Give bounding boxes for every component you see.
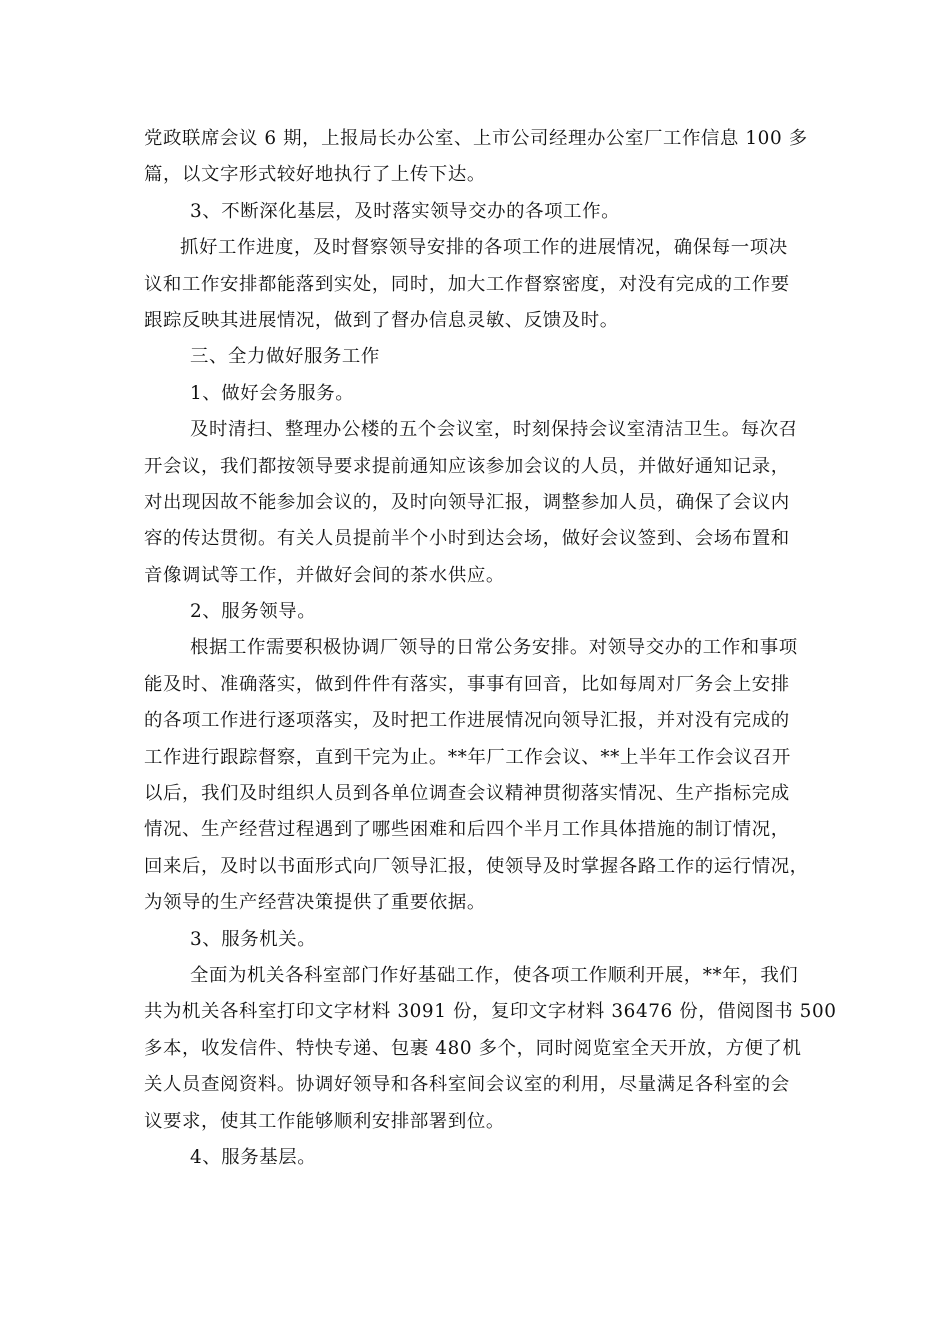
section-heading: 4、服务基层。: [190, 1146, 317, 1168]
text-line: 容的传达贯彻。有关人员提前半个小时到达会场，做好会议签到、会场布置和: [144, 528, 790, 550]
paragraph-first-line: 全面为机关各科室部门作好基础工作，使各项工作顺利开展，**年，我们: [190, 964, 799, 986]
paragraph-first-line: 及时清扫、整理办公楼的五个会议室，时刻保持会议室清洁卫生。每次召: [190, 419, 798, 441]
text-line: 党政联席会议 6 期，上报局长办公室、上市公司经理办公室厂工作信息 100 多: [144, 128, 808, 149]
paragraph-first-line: 根据工作需要积极协调厂领导的日常公务安排。对领导交办的工作和事项: [190, 637, 798, 659]
text-line: 的各项工作进行逐项落实，及时把工作进展情况向领导汇报，并对没有完成的: [144, 710, 790, 732]
text-line: 对出现因故不能参加会议的，及时向领导汇报，调整参加人员，确保了会议内: [144, 491, 790, 513]
text-line: 多本，收发信件、特快专递、包裹 480 多个，同时阅览室全天开放，方便了机: [144, 1037, 802, 1059]
text-line: 议要求，使其工作能够顺利安排部署到位。: [144, 1110, 505, 1132]
text-line: 共为机关各科室打印文字材料 3091 份，复印文字材料 36476 份，借阅图书 500: [144, 1001, 837, 1023]
text-line: 回来后，及时以书面形式向厂领导汇报，使领导及时掌握各路工作的运行情况，: [144, 855, 809, 877]
text-line: 篇，以文字形式较好地执行了上传下达。: [144, 164, 486, 186]
paragraph-first-line: 抓好工作进度，及时督察领导安排的各项工作的进展情况，确保每一项决: [180, 237, 788, 259]
text-line: 以后，我们及时组织人员到各单位调查会议精神贯彻落实情况、生产指标完成: [144, 783, 790, 805]
text-line: 情况、生产经营过程遇到了哪些困难和后四个半月工作具体措施的制订情况，: [144, 819, 790, 841]
text-line: 工作进行跟踪督察，直到干完为止。**年厂工作会议、**上半年工作会议召开: [144, 746, 791, 768]
text-line: 为领导的生产经营决策提供了重要依据。: [144, 892, 486, 914]
section-heading: 1、做好会务服务。: [190, 382, 355, 404]
text-line: 开会议，我们都按领导要求提前通知应该参加会议的人员，并做好通知记录，: [144, 455, 790, 477]
text-line: 能及时、准确落实，做到件件有落实，事事有回音，比如每周对厂务会上安排: [144, 673, 790, 695]
section-heading: 3、服务机关。: [190, 928, 317, 950]
section-heading: 3、不断深化基层，及时落实领导交办的各项工作。: [190, 200, 621, 222]
text-line: 议和工作安排都能落到实处，同时，加大工作督察密度，对没有完成的工作要: [144, 273, 790, 295]
text-line: 关人员查阅资料。协调好领导和各科室间会议室的利用，尽量满足各科室的会: [144, 1074, 790, 1096]
document-body: [144, 121, 837, 1176]
text-line: 跟踪反映其进展情况，做到了督办信息灵敏、反馈及时。: [144, 309, 619, 331]
section-heading: 2、服务领导。: [190, 601, 317, 623]
text-line: 音像调试等工作，并做好会间的茶水供应。: [144, 564, 505, 586]
section-heading: 三、全力做好服务工作: [190, 346, 380, 368]
